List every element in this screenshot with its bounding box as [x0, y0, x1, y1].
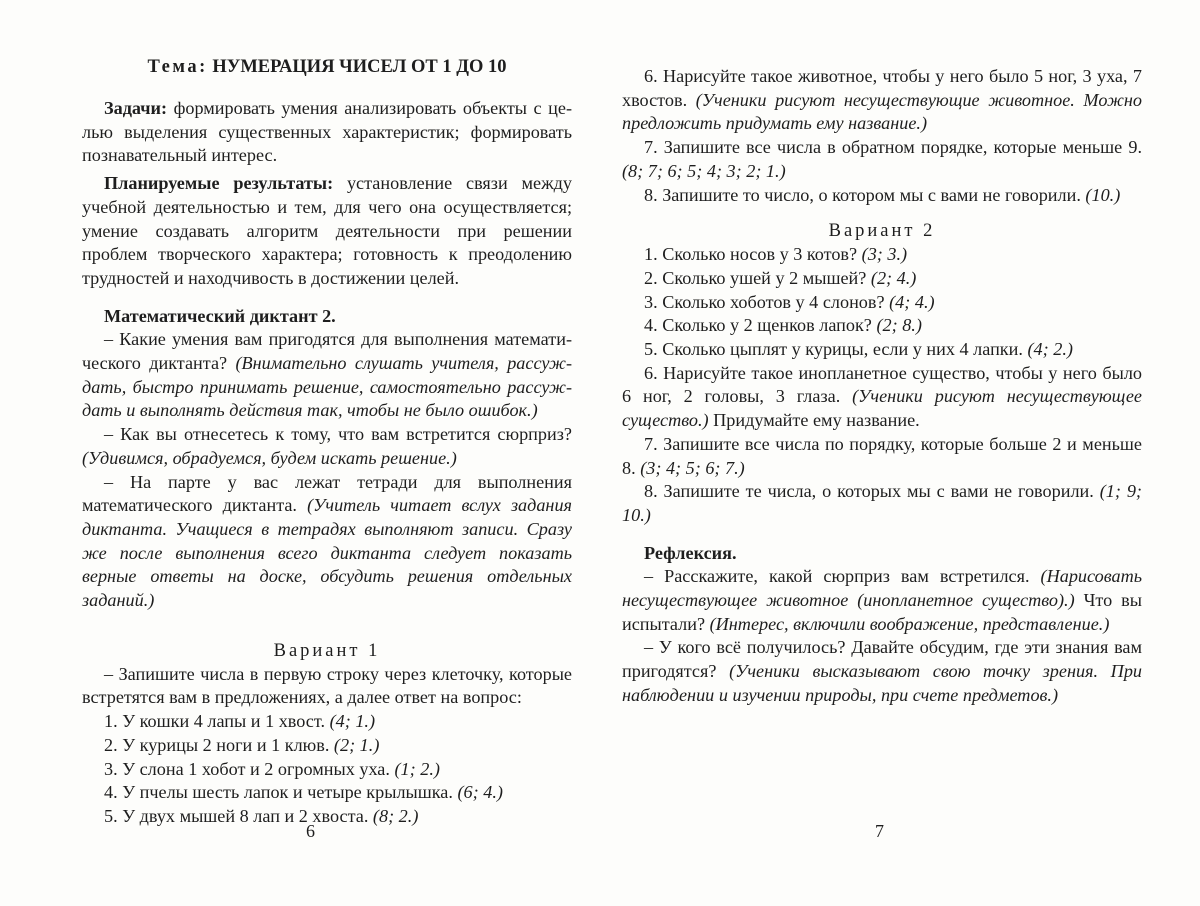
list-item: 3. Сколько хоботов у 4 слонов? (4; 4.): [644, 291, 935, 312]
list-item: 7. Запишите все числа по порядку, которые больше 2 и меньше 8. (3; 4; 5; 6; 7.): [622, 433, 1142, 478]
list-item: 2. Сколько ушей у 2 мышей? (2; 4.): [644, 267, 917, 288]
list-item: 5. У двух мышей 8 лап и 2 хвоста. (8; 2.): [104, 805, 419, 826]
teacher-answer: (Учитель читает вслух задания диктанта. Учащиеся в тетрадях выполняют записи. Сразу же после выполнения всего диктанта следует показать верные ответы на доске, обсудить решения отдельных заданий.): [82, 495, 573, 611]
list-item: 8. Запишите то число, о котором мы с вами не говорили. (10.): [644, 184, 1121, 205]
dictation-heading: Математический диктант 2.: [104, 305, 336, 326]
results-label: Планируемые результаты:: [104, 173, 334, 194]
teacher-answer: (Внимательно слушать учителя, рассуждать, быстро принимать решение, самостоятельно рассуждать и выполнять действия так, чтобы не было ошибок.): [82, 353, 572, 421]
list-item: 1. Сколько носов у 3 котов? (3; 3.): [644, 244, 908, 265]
title-prefix: Тема:: [147, 57, 208, 77]
list-item: 1. У кошки 4 лапы и 1 хвост. (4; 1.): [104, 711, 376, 732]
page-number-left: 6: [306, 821, 315, 842]
dialog-line: – Какие умения вам пригодятся для выполнения математического диктанта? (Внимательно слушать учителя, рассуждать, быстро принимать решение, самостоятельно рассуждать и выполнять действия так, чтобы не было ошибок.): [82, 329, 572, 421]
list-item: 2. У курицы 2 ноги и 1 клюв. (2; 1.): [104, 734, 380, 755]
teacher-answer: (Удивимся, обрадуемся, будем искать решение.): [82, 447, 457, 468]
list-item: 8. Запишите те числа, о которых мы с вами не говорили. (1; 9; 10.): [622, 481, 1142, 525]
tasks-paragraph: Задачи: формировать умения анализировать объекты с целью выделения существенных характеристик; формировать познавательный интерес.: [82, 98, 572, 166]
right-page: [600, 0, 1200, 906]
reflection-heading: Рефлексия.: [644, 542, 737, 563]
variant-1-title: Вариант 1: [273, 640, 381, 661]
variant-2-title: Вариант 2: [828, 221, 936, 242]
lesson-title: [82, 55, 572, 79]
list-item: 7. Запишите все числа в обратном порядке, которые меньше 9. (8; 7; 6; 5; 4; 3; 2; 1.): [622, 137, 1142, 181]
dialog-line: – На парте у вас лежат тетради для выполнения математического диктанта. (Учитель читает вслух задания диктанта. Учащиеся в тетрадях выполняют записи. Сразу же после выполнения всего диктанта следует показать верные ответы на доске, обсудить решения отдельных заданий.): [82, 471, 573, 611]
dialog-line: – Как вы отнесетесь к тому, что вам встретится сюрприз? (Удивимся, обрадуемся, будем искать решение.): [82, 424, 572, 468]
list-item: 4. Сколько у 2 щенков лапок? (2; 8.): [644, 315, 922, 336]
list-item: 6. Нарисуйте такое инопланетное существо, чтобы у него было 6 ног, 2 головы, 3 глаза. (Ученики рисуют несуществующее существо.) Придумайте ему название.: [622, 362, 1142, 431]
title-main: НУМЕРАЦИЯ ЧИСЕЛ ОТ 1 ДО 10: [212, 57, 507, 77]
list-item: 4. У пчелы шесть лапок и четыре крылышка. (6; 4.): [104, 782, 503, 803]
dialog-line: – У кого всё получилось? Давайте обсудим, где эти знания вам пригодятся? (Ученики высказывают свою точку зрения. При наблюдении и изучении природы, при счете предметов.): [622, 637, 1143, 705]
list-item: 6. Нарисуйте такое животное, чтобы у него было 5 ног, 3 уха, 7 хвостов. (Ученики рисуют несуществующие животное. Можно предложить придумать ему название.): [622, 66, 1142, 134]
tasks-label: Задачи:: [104, 98, 168, 118]
dialog-line: – Расскажите, какой сюрприз вам встретился. (Нарисовать несуществующее животное (инопланетное существо).) Что вы испытали? (Интерес, включили воображение, представление.): [622, 566, 1142, 634]
page-number-right: 7: [875, 821, 884, 842]
list-item: 3. У слона 1 хобот и 2 огромных уха. (1; 2.): [104, 758, 440, 779]
list-item: 5. Сколько цыплят у курицы, если у них 4 лапки. (4; 2.): [644, 339, 1073, 360]
results-paragraph: Планируемые результаты: установление связи между учебной деятельностью и тем, для чего она осуществляется; умение создавать алгоритм деятельности при решении проблем творческого характера; готовность к преодолению трудностей и находчивость в достижении целей.: [82, 173, 572, 288]
variant-1-intro: – Запишите числа в первую строку через клеточку, которые встретятся вам в предложениях, а далее ответ на вопрос:: [82, 663, 572, 708]
